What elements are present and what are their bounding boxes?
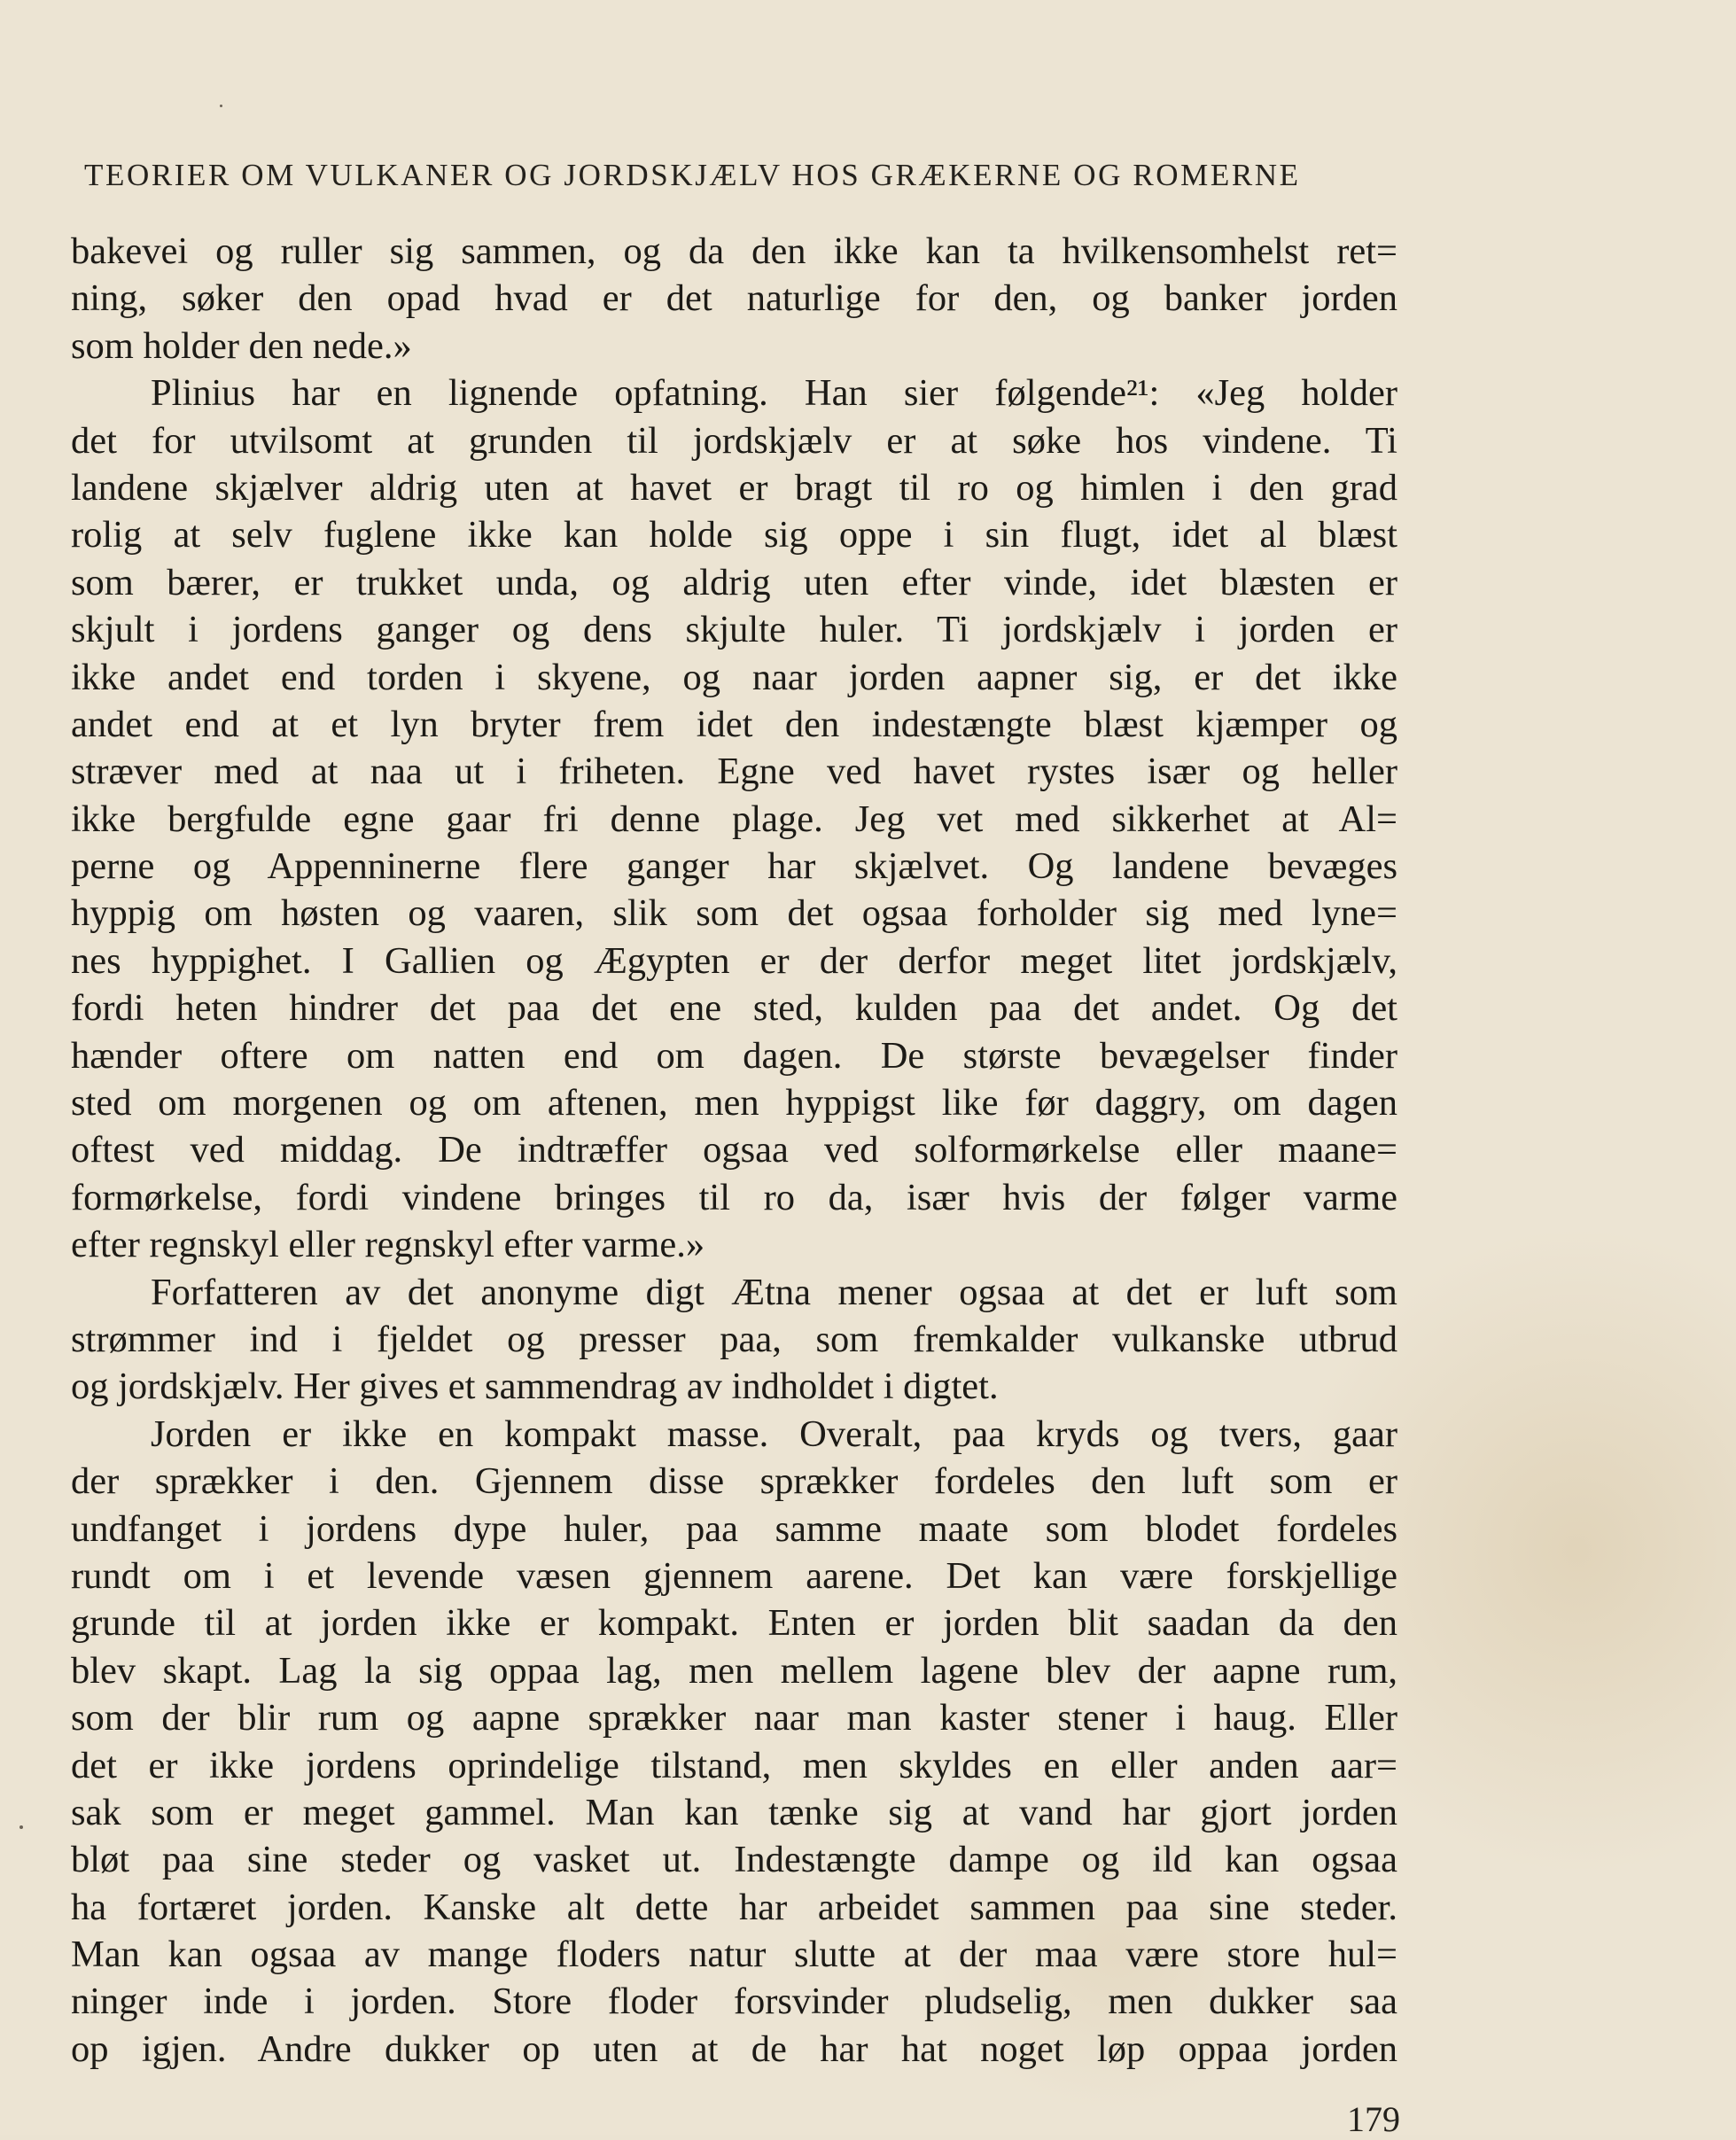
- text-line: sted om morgenen og om aftenen, men hyppigst like før daggry, om dagen: [71, 1082, 1397, 1124]
- text-line: ikke andet end torden i skyene, og naar jorden aapner sig, er det ikke: [71, 656, 1397, 698]
- text-line: bløt paa sine steder og vasket ut. Indestængte dampe og ild kan ogsaa: [71, 1839, 1397, 1881]
- text-line: undfanget i jordens dype huler, paa samme maate som blodet fordeles: [71, 1507, 1397, 1550]
- text-line: det for utvilsomt at grunden til jordskjælv er at søke hos vindene. Ti: [71, 419, 1397, 462]
- text-line: grunde til at jorden ikke er kompakt. Enten er jorden blit saadan da den: [71, 1602, 1397, 1645]
- text-line: som der blir rum og aapne sprækker naar man kaster stener i haug. Eller: [71, 1697, 1397, 1739]
- text-line: ikke bergfulde egne gaar fri denne plage. Jeg vet med sikkerhet at Al=: [71, 798, 1397, 840]
- text-line: Man kan ogsaa av mange floders natur slutte at der maa være store hul=: [71, 1934, 1397, 1976]
- text-line: Plinius har en lignende opfatning. Han sier følgende²¹: «Jeg holder: [151, 372, 1397, 415]
- text-line: hænder oftere om natten end om dagen. De største bevægelser finder: [71, 1034, 1397, 1077]
- text-line: der sprækker i den. Gjennem disse sprækker fordeles den luft som er: [71, 1460, 1397, 1503]
- text-line: ning, søker den opad hvad er det naturlige for den, og banker jorden: [71, 277, 1397, 320]
- text-line: stræver med at naa ut i friheten. Egne ved havet rystes især og heller: [71, 751, 1397, 793]
- text-line: Forfatteren av det anonyme digt Ætna mener ogsaa at det er luft som: [151, 1271, 1397, 1313]
- ink-speck: [220, 105, 222, 107]
- text-line: Jorden er ikke en kompakt masse. Overalt, paa kryds og tvers, gaar: [151, 1412, 1397, 1455]
- text-line: ha fortæret jorden. Kanske alt dette har arbeidet sammen paa sine steder.: [71, 1886, 1397, 1928]
- text-line: nes hyppighet. I Gallien og Ægypten er der derfor meget litet jordskjælv,: [71, 939, 1397, 982]
- page-number: 179: [1347, 2099, 1400, 2139]
- text-line: efter regnskyl eller regnskyl efter varme.»: [71, 1224, 705, 1266]
- text-line: som holder den nede.»: [71, 324, 412, 367]
- text-line: andet end at et lyn bryter frem idet den indestængte blæst kjæmper og: [71, 703, 1397, 745]
- text-line: landene skjælver aldrig uten at havet er bragt til ro og himlen i den grad: [71, 466, 1397, 509]
- text-line: strømmer ind i fjeldet og presser paa, som fremkalder vulkanske utbrud: [71, 1318, 1397, 1360]
- text-line: det er ikke jordens oprindelige tilstand, men skyldes en eller anden aar=: [71, 1744, 1397, 1786]
- text-line: oftest ved middag. De indtræffer ogsaa ved solformørkelse eller maane=: [71, 1129, 1397, 1171]
- text-line: op igjen. Andre dukker op uten at de har hat noget løp oppaa jorden: [71, 2027, 1397, 2070]
- text-line: fordi heten hindrer det paa det ene sted, kulden paa det andet. Og det: [71, 987, 1397, 1030]
- text-line: skjult i jordens ganger og dens skjulte huler. Ti jordskjælv i jorden er: [71, 609, 1397, 651]
- text-line: sak som er meget gammel. Man kan tænke sig at vand har gjort jorden: [71, 1791, 1397, 1833]
- text-line: formørkelse, fordi vindene bringes til ro da, især hvis der følger varme: [71, 1176, 1397, 1218]
- text-line: perne og Appenninerne flere ganger har skjælvet. Og landene bevæges: [71, 845, 1397, 888]
- text-line: hyppig om høsten og vaaren, slik som det ogsaa forholder sig med lyne=: [71, 892, 1397, 935]
- text-line: som bærer, er trukket unda, og aldrig uten efter vinde, idet blæsten er: [71, 561, 1397, 603]
- running-head: TEORIER OM VULKANER OG JORDSKJÆLV HOS GRÆKERNE OG ROMERNE: [84, 158, 1301, 192]
- text-line: rundt om i et levende væsen gjennem aarene. Det kan være forskjellige: [71, 1554, 1397, 1597]
- text-line: og jordskjælv. Her gives et sammendrag av indholdet i digtet.: [71, 1366, 999, 1408]
- ink-speck: [19, 1825, 23, 1829]
- text-line: rolig at selv fuglene ikke kan holde sig oppe i sin flugt, idet al blæst: [71, 514, 1397, 556]
- text-line: blev skapt. Lag la sig oppaa lag, men mellem lagene blev der aapne rum,: [71, 1649, 1397, 1692]
- text-line: ninger inde i jorden. Store floder forsvinder pludselig, men dukker saa: [71, 1980, 1397, 2023]
- body-text: [71, 228, 1397, 2073]
- text-line: bakevei og ruller sig sammen, og da den ikke kan ta hvilkensomhelst ret=: [71, 230, 1397, 272]
